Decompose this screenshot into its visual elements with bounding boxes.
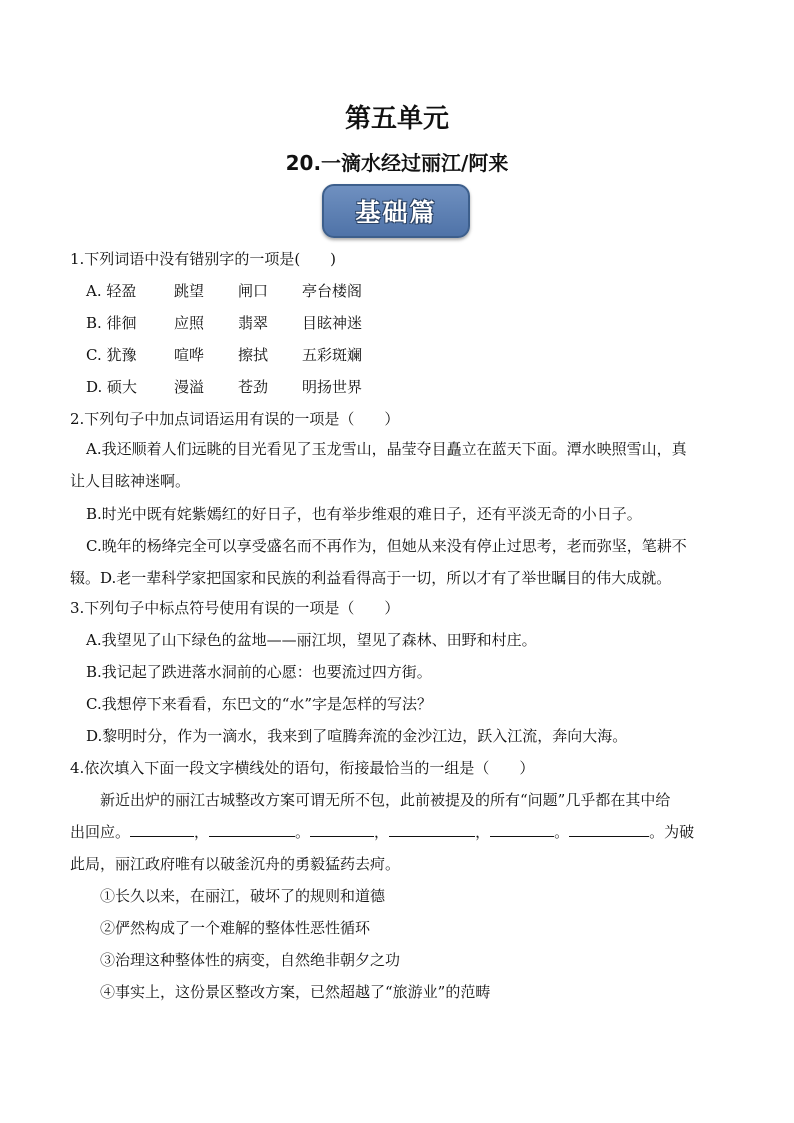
question-4-item-2: ②俨然构成了一个难解的整体性恶性循环 xyxy=(100,919,371,937)
answer-blank[interactable] xyxy=(490,822,554,837)
question-4-stem: 4.依次填入下面一段文字横线处的语句，衔接最恰当的一组是（ ） xyxy=(70,759,535,777)
passage-text: 。为破 xyxy=(649,823,695,841)
option-word-4: 明扬世界 xyxy=(302,378,363,396)
answer-blank[interactable] xyxy=(310,822,374,837)
answer-blank[interactable] xyxy=(389,822,475,837)
question-3-option-b: B.我记起了跌进落水洞前的心愿：也要流过四方街。 xyxy=(86,663,432,681)
question-4-passage-line-1: 新近出炉的丽江古城整改方案可谓无所不包，此前被提及的所有“问题”几乎都在其中给 xyxy=(100,791,671,809)
question-2-option-a: A.我还顺着人们远眺的目光看见了玉龙雪山，晶莹夺目矗立在蓝天下面。潭水映照雪山，真 xyxy=(86,440,687,458)
punctuation: ， xyxy=(194,823,210,841)
option-word-1: A. 轻盈 xyxy=(86,282,137,300)
question-2-stem: 2.下列句子中加点词语运用有误的一项是（ ） xyxy=(70,410,400,428)
section-badge-label: 基础篇 xyxy=(355,198,437,227)
option-word-3: 擦拭 xyxy=(238,346,269,364)
question-3-option-a: A.我望见了山下绿色的盆地——丽江坝，望见了森林、田野和村庄。 xyxy=(86,631,537,649)
option-word-4: 目眩神迷 xyxy=(302,314,363,332)
option-word-2: 喧哗 xyxy=(174,346,205,364)
punctuation: 。 xyxy=(295,823,311,841)
punctuation: 。 xyxy=(554,823,570,841)
question-4-passage-line-3: 此局，丽江政府唯有以破釜沉舟的勇毅猛药去疴。 xyxy=(70,855,401,873)
option-word-1: B. 徘徊 xyxy=(86,314,137,332)
option-word-1: D. 硕大 xyxy=(86,378,138,396)
question-2-option-c-cont: 辍。D.老一辈科学家把国家和民族的利益看得高于一切，所以才有了举世瞩目的伟大成就。 xyxy=(70,569,672,587)
option-word-4: 亭台楼阁 xyxy=(302,282,363,300)
question-2-option-b: B.时光中既有姹紫嫣红的好日子，也有举步维艰的难日子，还有平淡无奇的小日子。 xyxy=(86,505,642,523)
answer-blank[interactable] xyxy=(130,822,194,837)
option-word-2: 跳望 xyxy=(174,282,205,300)
punctuation: ， xyxy=(475,823,491,841)
option-word-2: 应照 xyxy=(174,314,205,332)
question-4-item-1: ①长久以来，在丽江，破坏了的规则和道德 xyxy=(100,887,386,905)
question-4-passage-line-2 xyxy=(70,822,694,842)
option-word-3: 闸口 xyxy=(238,282,269,300)
question-3-stem: 3.下列句子中标点符号使用有误的一项是（ ） xyxy=(70,599,400,617)
option-word-4: 五彩斑斓 xyxy=(302,346,363,364)
question-4-item-4: ④事实上，这份景区整改方案，已然超越了“旅游业”的范畴 xyxy=(100,983,491,1001)
passage-text: 出回应。 xyxy=(70,823,131,841)
unit-title: 第五单元 xyxy=(344,104,449,134)
question-1-stem: 1.下列词语中没有错别字的一项是( ) xyxy=(70,250,337,268)
question-3-option-d: D.黎明时分，作为一滴水，我来到了喧腾奔流的金沙江边，跃入江流，奔向大海。 xyxy=(86,727,628,745)
answer-blank[interactable] xyxy=(209,822,295,837)
option-word-1: C. 犹豫 xyxy=(86,346,137,364)
question-2-option-a-cont: 让人目眩神迷啊。 xyxy=(70,472,191,490)
answer-blank[interactable] xyxy=(569,822,649,837)
question-2-option-c: C.晚年的杨绛完全可以享受盛名而不再作为，但她从来没有停止过思考，老而弥坚，笔耕不 xyxy=(86,537,687,555)
punctuation: ， xyxy=(374,823,390,841)
question-3-option-c: C.我想停下来看看，东巴文的“水”字是怎样的写法？ xyxy=(86,695,433,713)
section-badge xyxy=(322,184,470,238)
option-word-2: 漫溢 xyxy=(174,378,205,396)
option-word-3: 苍劲 xyxy=(238,378,269,396)
question-4-item-3: ③治理这种整体性的病变，自然绝非朝夕之功 xyxy=(100,951,401,969)
lesson-title: 20.一滴水经过丽江/阿来 xyxy=(285,151,509,175)
option-word-3: 翡翠 xyxy=(238,314,269,332)
